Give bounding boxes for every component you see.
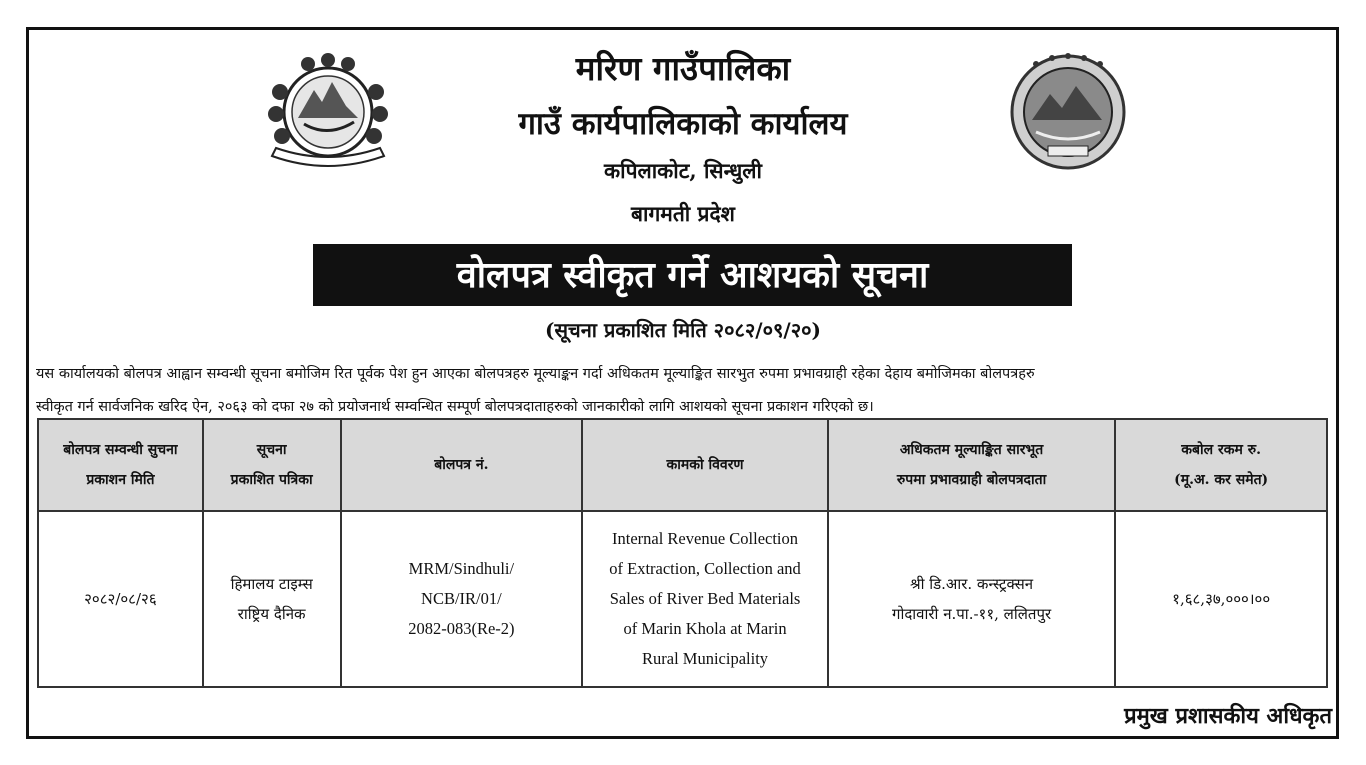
province-name: बागमती प्रदेश [631,201,735,226]
notice-title-banner: वोलपत्र स्वीकृत गर्ने आशयको सूचना [313,244,1072,306]
header-bid-number: बोलपत्र नं. [341,419,583,511]
paragraph-line: स्वीकृत गर्न सार्वजनिक खरिद ऐन, २०६३ को दफा २७ को प्रयोजनार्थ सम्वन्धित सम्पूर्ण बोलपत्रदाताहरुको जानकारीको लागि आशयको सूचना प्रकाशन गरिएको छ। [36,399,874,415]
municipality-name: मरिण गाउँपालिका [575,49,791,88]
signatory-title: प्रमुख प्रशासकीय अधिकृत [1124,703,1332,729]
header-newspaper: सूचना प्रकाशित पत्रिका [203,419,341,511]
header-work-description: कामको विवरण [582,419,828,511]
paragraph-line: यस कार्यालयको बोलपत्र आह्वान सम्वन्धी सूचना बमोजिम रित पूर्वक पेश हुन आएका बोलपत्रहरु मूल्याङ्कन गर्दा अधिकतम मूल्याङ्कित सारभुत रुपमा प्रभावग्राही रहेका देहाय बमोजिमका बोलपत्रहरु [36,366,1035,382]
header-bid-amount: कबोल रकम रु. (मू.अ. कर समेत) [1115,419,1327,511]
bid-acceptance-table [37,418,1328,688]
table-row [38,511,1327,687]
cell-notice-date: २०८२/०८/२६ [38,511,203,687]
header-notice-date: बोलपत्र सम्वन्धी सुचना प्रकाशन मिति [38,419,203,511]
cell-bidder: श्री डि.आर. कन्स्ट्रक्सन गोदावारी न.पा.-११, ललितपुर [828,511,1115,687]
cell-newspaper: हिमालय टाइम्स राष्ट्रिय दैनिक [203,511,341,687]
publication-date: (सूचना प्रकाशित मिति २०८२/०९/२०) [545,318,821,342]
cell-bid-number: MRM/Sindhuli/ NCB/IR/01/ 2082-083(Re-2) [341,511,583,687]
header-responsive-bidder: अधिकतम मूल्याङ्कित सारभूत रुपमा प्रभावग्राही बोलपत्रदाता [828,419,1115,511]
cell-amount: १,६८,३७,०००।०० [1115,511,1327,687]
office-name: गाउँ कार्यपालिकाको कार्यालय [518,106,848,142]
cell-work-description: Internal Revenue Collection of Extraction, Collection and Sales of River Bed Materials of Marin Khola at Marin Rural Municipality [582,511,828,687]
office-address: कपिलाकोट, सिन्धुली [604,158,762,183]
notice-paragraph [36,358,1332,424]
table-header-row [38,419,1327,511]
